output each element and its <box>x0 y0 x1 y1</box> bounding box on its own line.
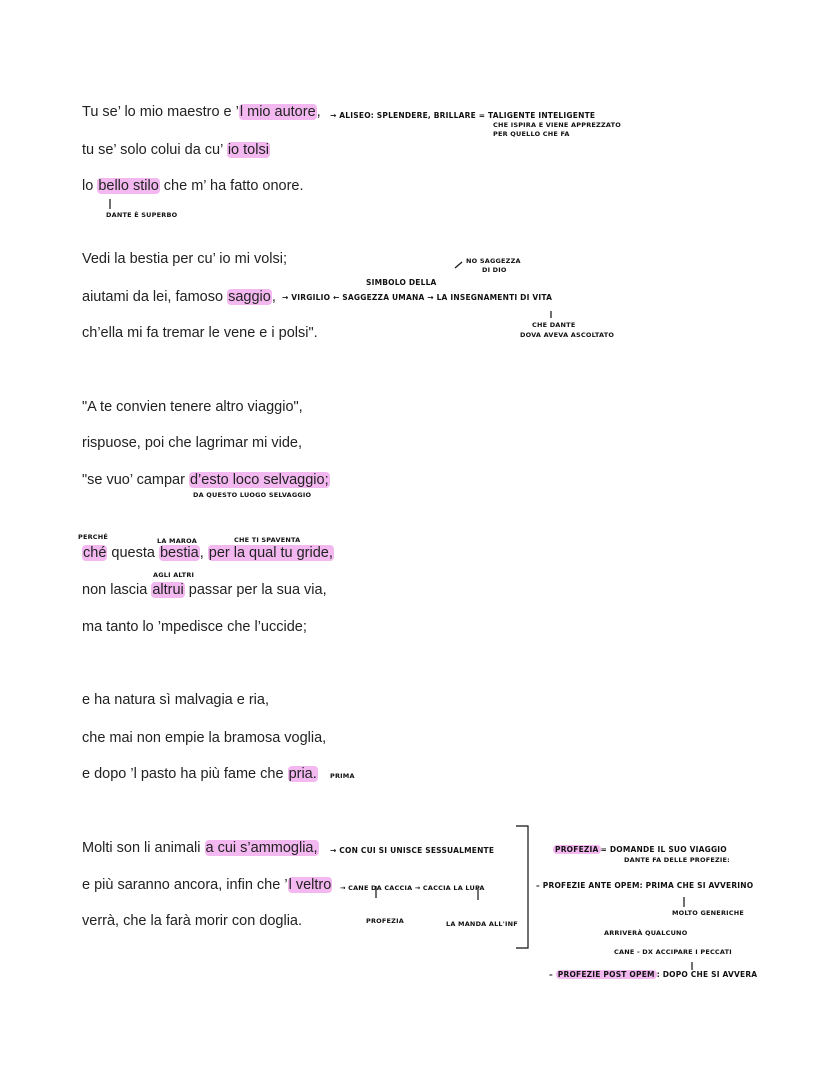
verse-line: non lascia altrui passar per la sua via, <box>82 582 327 598</box>
note: LA MAROA <box>157 537 197 545</box>
note: NO SAGGEZZA <box>466 257 521 265</box>
note: AGLI ALTRI <box>153 571 195 579</box>
note: DANTE FA DELLE PROFEZIE: <box>624 856 730 864</box>
highlight: saggio <box>228 289 271 305</box>
note: DANTE È SUPERBO <box>106 211 178 219</box>
note: PROFEZIA <box>366 917 404 925</box>
highlight: per la qual tu gride, <box>208 545 333 561</box>
note: CANE - DX ACCIPARE I PECCATI <box>614 948 732 956</box>
note: – PROFEZIE POST OPEM : DOPO CHE SI AVVERA <box>549 970 758 979</box>
note: DI DIO <box>482 266 507 274</box>
highlight: io tolsi <box>227 142 269 158</box>
note: – PROFEZIE ANTE OPEM: PRIMA CHE SI AVVERINO <box>536 881 754 890</box>
note: → ALISEO: SPLENDERE, BRILLARE = TALIGENTE INTELIGENTE <box>330 111 596 120</box>
note: LA MANDA ALL'INF <box>446 920 518 928</box>
note: → VIRGILIO ← SAGGEZZA UMANA → LA INSEGNAMENTI DI VITA <box>282 293 553 302</box>
highlight: altrui <box>152 582 184 598</box>
verse-line: e ha natura sì malvagia e ria, <box>82 692 269 708</box>
verse-line: e dopo ’l pasto ha più fame che pria. <box>82 766 317 782</box>
highlight: ché <box>83 545 107 561</box>
note: PRIMA <box>330 772 355 780</box>
verse-line: rispuose, poi che lagrimar mi vide, <box>82 435 303 451</box>
verse-line: lo bello stilo che m’ ha fatto onore. <box>82 178 304 194</box>
highlight: a cui s’ammoglia, <box>205 840 318 856</box>
note: PROFEZIA = DOMANDE IL SUO VIAGGIO <box>555 845 727 854</box>
note: CHE DANTE <box>532 321 576 329</box>
note: SIMBOLO DELLA <box>366 278 437 287</box>
note: PERCHÉ <box>78 533 109 541</box>
verse-line: ch’ella mi fa tremar le vene e i polsi". <box>82 325 318 341</box>
highlight: l mio autore <box>239 104 316 120</box>
note: CHE TI SPAVENTA <box>234 536 301 544</box>
highlight: l veltro <box>288 877 332 893</box>
verse-line: Vedi la bestia per cu’ io mi volsi; <box>82 251 287 267</box>
verse-line: verrà, che la farà morir con doglia. <box>82 913 303 929</box>
highlight: pria. <box>288 766 317 782</box>
verse-line: ché questa bestia, per la qual tu gride, <box>83 545 333 561</box>
verse-line: Tu se’ lo mio maestro e ’l mio autore, <box>82 104 321 120</box>
verse-line: aiutami da lei, famoso saggio, <box>82 289 276 305</box>
note: MOLTO GENERICHE <box>672 909 745 917</box>
note: → CON CUI SI UNISCE SESSUALMENTE <box>330 846 495 855</box>
highlight: bestia <box>159 545 199 561</box>
verse-line: Molti son li animali a cui s’ammoglia, <box>82 840 318 856</box>
note: CHE ISPIRA E VIENE APPREZZATO <box>493 121 621 129</box>
verse-line: e più saranno ancora, infin che ’l veltro <box>82 877 332 893</box>
verse-line: tu se’ solo colui da cu’ io tolsi <box>82 142 269 158</box>
verse-line: ma tanto lo ’mpedisce che l’uccide; <box>82 619 307 635</box>
highlight: bello stilo <box>98 178 159 194</box>
verse-line: che mai non empie la bramosa voglia, <box>82 730 327 746</box>
note: PER QUELLO CHE FA <box>493 130 570 138</box>
note: DOVA AVEVA ASCOLTATO <box>520 331 615 339</box>
verse-line: "A te convien tenere altro viaggio", <box>82 399 303 415</box>
note: → CANE DA CACCIA → CACCIA LA LUPA <box>340 884 485 892</box>
note: ARRIVERÀ QUALCUNO <box>604 929 688 937</box>
highlight: d’esto loco selvaggio; <box>189 472 329 488</box>
verse-line: "se vuo’ campar d’esto loco selvaggio; <box>82 472 329 488</box>
note: DA QUESTO LUOGO SELVAGGIO <box>193 491 312 499</box>
